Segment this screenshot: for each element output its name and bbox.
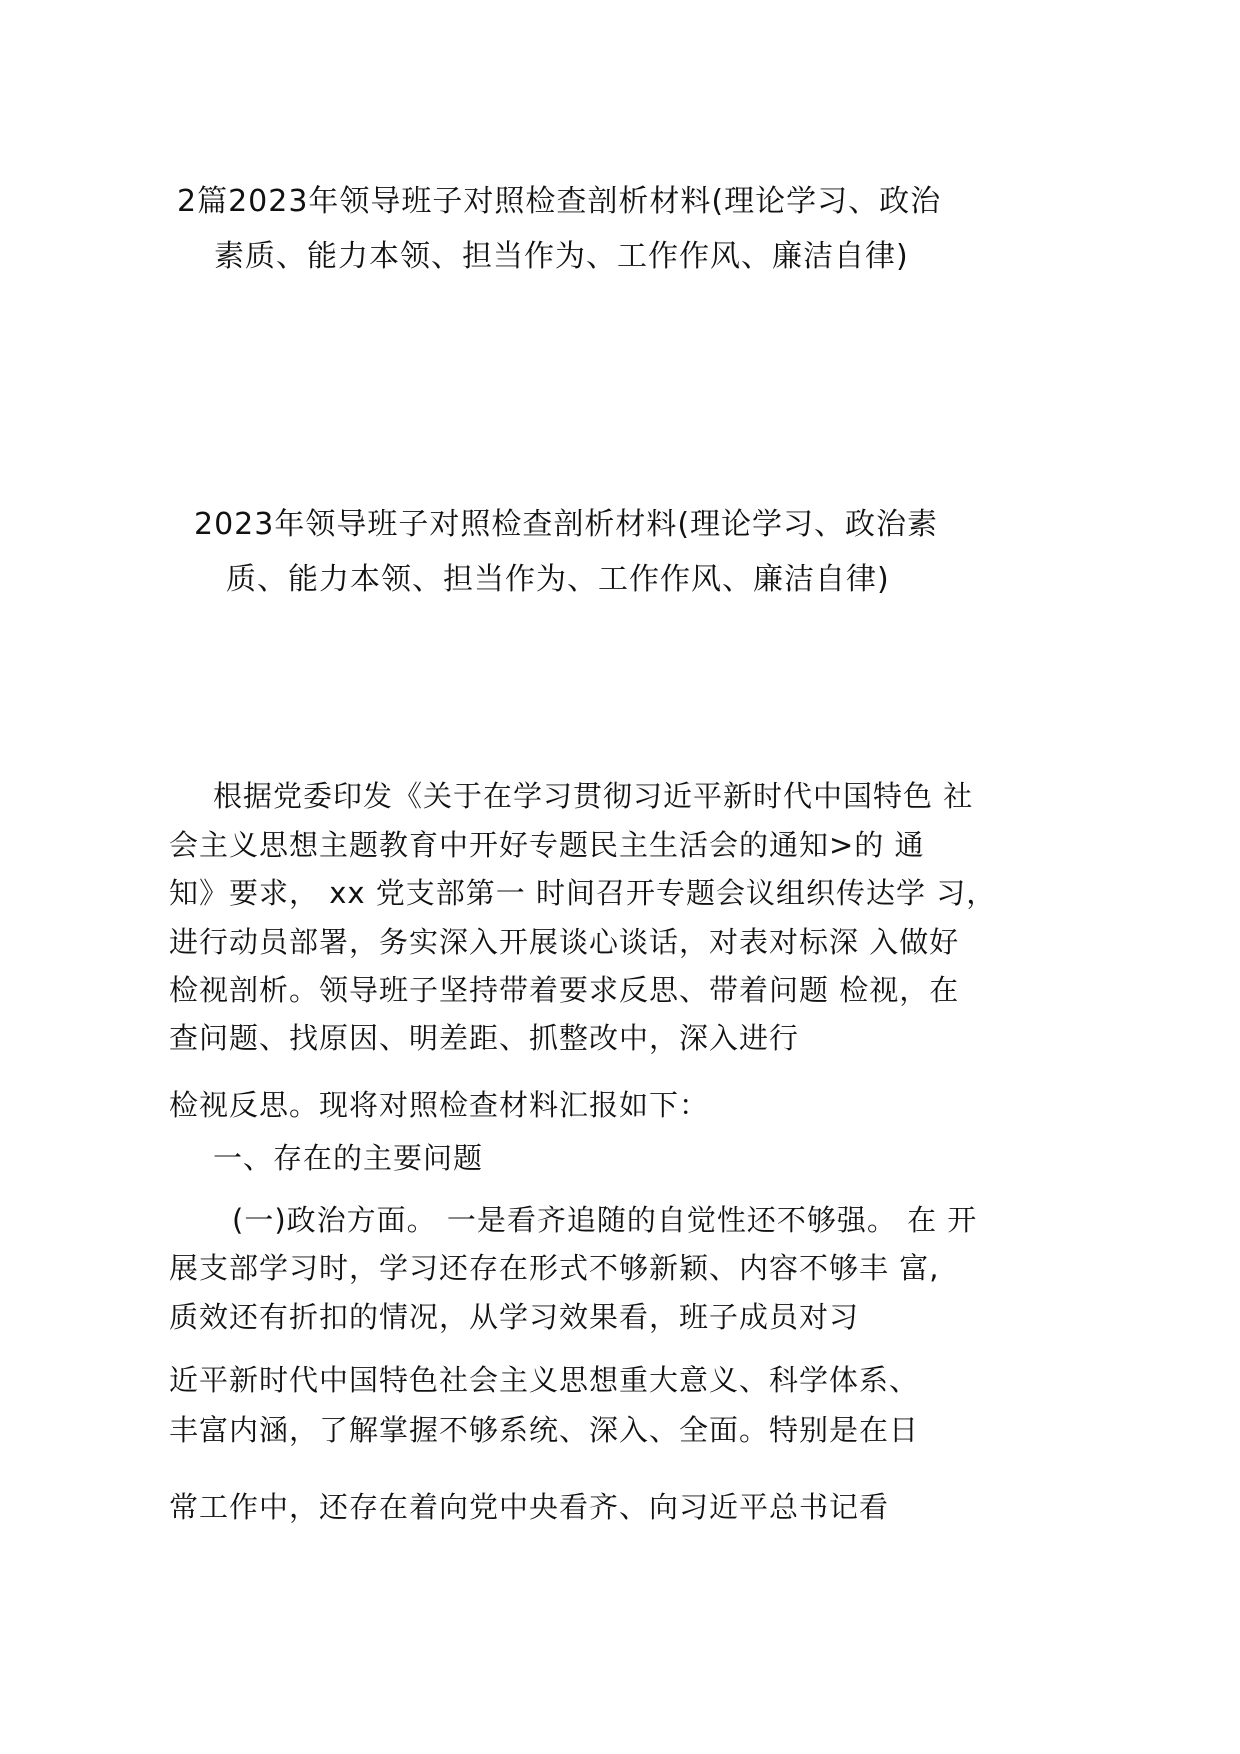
paragraph-1-line-7: 检视反思。现将对照检查材料汇报如下： <box>169 1088 710 1122</box>
section-title-line-2: 质、能力本领、担当作为、工作作风、廉洁自律) <box>226 562 890 597</box>
paragraph-1-line-3: 知》要求， xx 党支部第一 时间召开专题会议组织传达学 习， <box>169 876 997 910</box>
paragraph-2-line-5: 丰富内涵，了解掌握不够系统、深入、全面。特别是在日 <box>169 1413 920 1447</box>
paragraph-1-line-6: 查问题、找原因、明差距、抓整改中，深入进行 <box>169 1021 800 1055</box>
heading-main-problems: 一、存在的主要问题 <box>213 1141 484 1175</box>
paragraph-1-line-2: 会主义思想主题教育中开好专题民主生活会的通知>的 通 <box>169 828 925 862</box>
paragraph-2-line-6: 常工作中，还存在着向党中央看齐、向习近平总书记看 <box>169 1490 890 1524</box>
paragraph-1-line-5: 检视剖析。领导班子坚持带着要求反思、带着问题 检视，在 <box>169 973 960 1007</box>
paragraph-2-line-3: 质效还有折扣的情况，从学习效果看，班子成员对习 <box>169 1300 860 1334</box>
paragraph-1-line-1: 根据党委印发《关于在学习贯彻习近平新时代中国特色 社 <box>213 779 974 813</box>
doc-title-line-1: 2篇2023年领导班子对照检查剖析材料(理论学习、政治 <box>177 184 942 219</box>
doc-title-line-2: 素质、能力本领、担当作为、工作作风、廉洁自律) <box>214 239 909 274</box>
paragraph-1-line-4: 进行动员部署，务实深入开展谈心谈话，对表对标深 入做好 <box>169 925 960 959</box>
paragraph-2-line-2: 展支部学习时，学习还存在形式不够新颖、内容不够丰 富, <box>169 1251 940 1285</box>
section-title-line-1: 2023年领导班子对照检查剖析材料(理论学习、政治素 <box>194 507 939 542</box>
paragraph-2-line-1: (一)政治方面。 一是看齐追随的自觉性还不够强。 在 开 <box>232 1203 978 1237</box>
paragraph-2-line-4: 近平新时代中国特色社会主义思想重大意义、科学体系、 <box>169 1363 920 1397</box>
